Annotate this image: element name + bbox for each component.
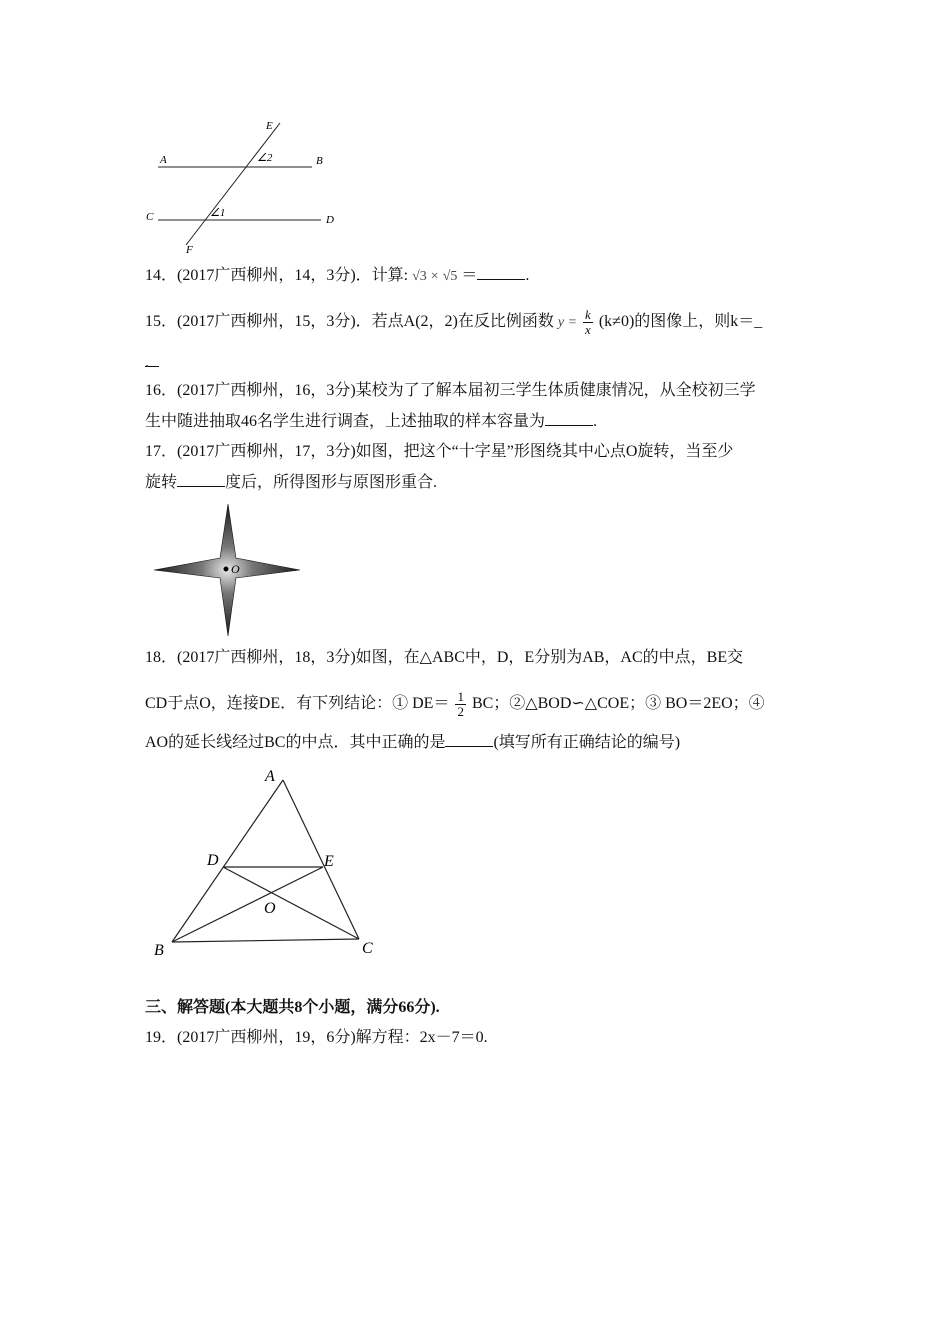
q14-sqrt3: √3 [412, 269, 427, 284]
q16-line2-suffix: . [593, 413, 598, 430]
label-b: B [316, 155, 323, 167]
q18-line1: 18．(2017广西柳州，18，3分)如图，在△ABC中，D，E分别为AB，AC的中点，BE交 [145, 649, 744, 666]
section-heading [145, 998, 440, 1018]
q17-line1: 17．(2017广西柳州，17，3分)如图，把这个“十字星”形图绕其中心点O旋转，当至少 [145, 443, 734, 460]
q16-line2-prefix: 生中随进抽取46名学生进行调查，上述抽取的样本容量为 [145, 413, 546, 430]
q15-prefix: 15．(2017广西柳州，15，3分)．若点A(2，2)在反比例函数 [145, 313, 554, 331]
question-18-line1 [145, 648, 743, 668]
q19-text: 19．(2017广西柳州，19，6分)解方程：2x－7＝0. [145, 1029, 488, 1046]
q15-cont: . [145, 354, 149, 371]
star-center-label: O [231, 562, 240, 576]
label-a: A [160, 154, 167, 166]
question-16-line2 [145, 411, 597, 432]
q18-line2-prefix: CD于点O，连接DE．有下列结论：① DE＝ [145, 695, 450, 713]
side-ab [172, 780, 283, 942]
label-c: C [362, 940, 373, 957]
label-a: A [265, 768, 275, 785]
side-ac [283, 780, 359, 939]
label-d: D [207, 852, 219, 869]
q18-frac-num: 1 [457, 689, 464, 704]
q14-suffix: . [525, 267, 530, 284]
q15-frac-num: k [585, 307, 591, 322]
parallel-lines-figure [140, 115, 350, 255]
side-bc [172, 939, 359, 942]
q17-line2-prefix: 旋转 [145, 474, 178, 491]
triangle-figure [145, 760, 385, 965]
q14-prefix: 14．(2017广西柳州，14，3分)．计算: [145, 267, 409, 284]
label-b: B [154, 942, 164, 959]
q15-continuation [145, 352, 149, 373]
answer-blank[interactable] [445, 732, 493, 747]
q14-sqrt5: √5 [442, 269, 458, 284]
label-f: F [186, 244, 193, 255]
question-16-line1 [145, 381, 756, 401]
q14-equals: ＝ [461, 267, 478, 284]
q18-line3-suffix: (填写所有正确结论的编号) [493, 734, 681, 751]
star-center-dot [224, 567, 229, 572]
question-15 [145, 308, 762, 337]
q14-times: × [430, 269, 439, 284]
label-e: E [324, 853, 334, 870]
segment-be [172, 867, 323, 942]
q16-line1: 16．(2017广西柳州，16，3分)某校为了了解本届初三学生体质健康情况，从全校初三学 [145, 382, 756, 399]
question-19 [145, 1028, 488, 1048]
q17-line2-suffix: 度后，所得图形与原图形重合. [225, 474, 438, 491]
q18-line2-suffix: BC；②△BOD∽△COE；③ BO＝2EO；④ [471, 695, 765, 713]
q18-line3-prefix: AO的延长线经过BC的中点．其中正确的是 [145, 734, 446, 751]
q18-frac-den: 2 [457, 704, 464, 719]
cross-star-figure [150, 500, 310, 640]
q15-y-eq: y = [557, 315, 578, 331]
label-e: E [266, 120, 273, 132]
q18-fraction [455, 690, 466, 719]
question-17-line1 [145, 442, 733, 462]
answer-blank[interactable] [545, 411, 593, 426]
section3-heading: 三、解答题(本大题共8个小题，满分66分). [145, 999, 440, 1016]
label-angle2: ∠2 [257, 152, 273, 164]
question-17-line2 [145, 472, 437, 493]
label-angle1: ∠1 [210, 207, 226, 219]
segment-cd [223, 867, 359, 939]
label-c: C [146, 211, 154, 223]
line-ef [186, 123, 280, 245]
label-d: D [326, 214, 334, 226]
question-18-line2 [145, 690, 765, 719]
question-18-line3 [145, 732, 680, 753]
q15-frac-den: x [585, 322, 591, 337]
label-o: O [264, 900, 276, 917]
question-14 [145, 265, 529, 287]
q15-fraction [583, 308, 593, 337]
answer-blank[interactable] [477, 265, 525, 280]
q15-suffix: (k≠0)的图像上，则k＝_ [598, 313, 763, 331]
answer-blank[interactable] [177, 472, 225, 487]
